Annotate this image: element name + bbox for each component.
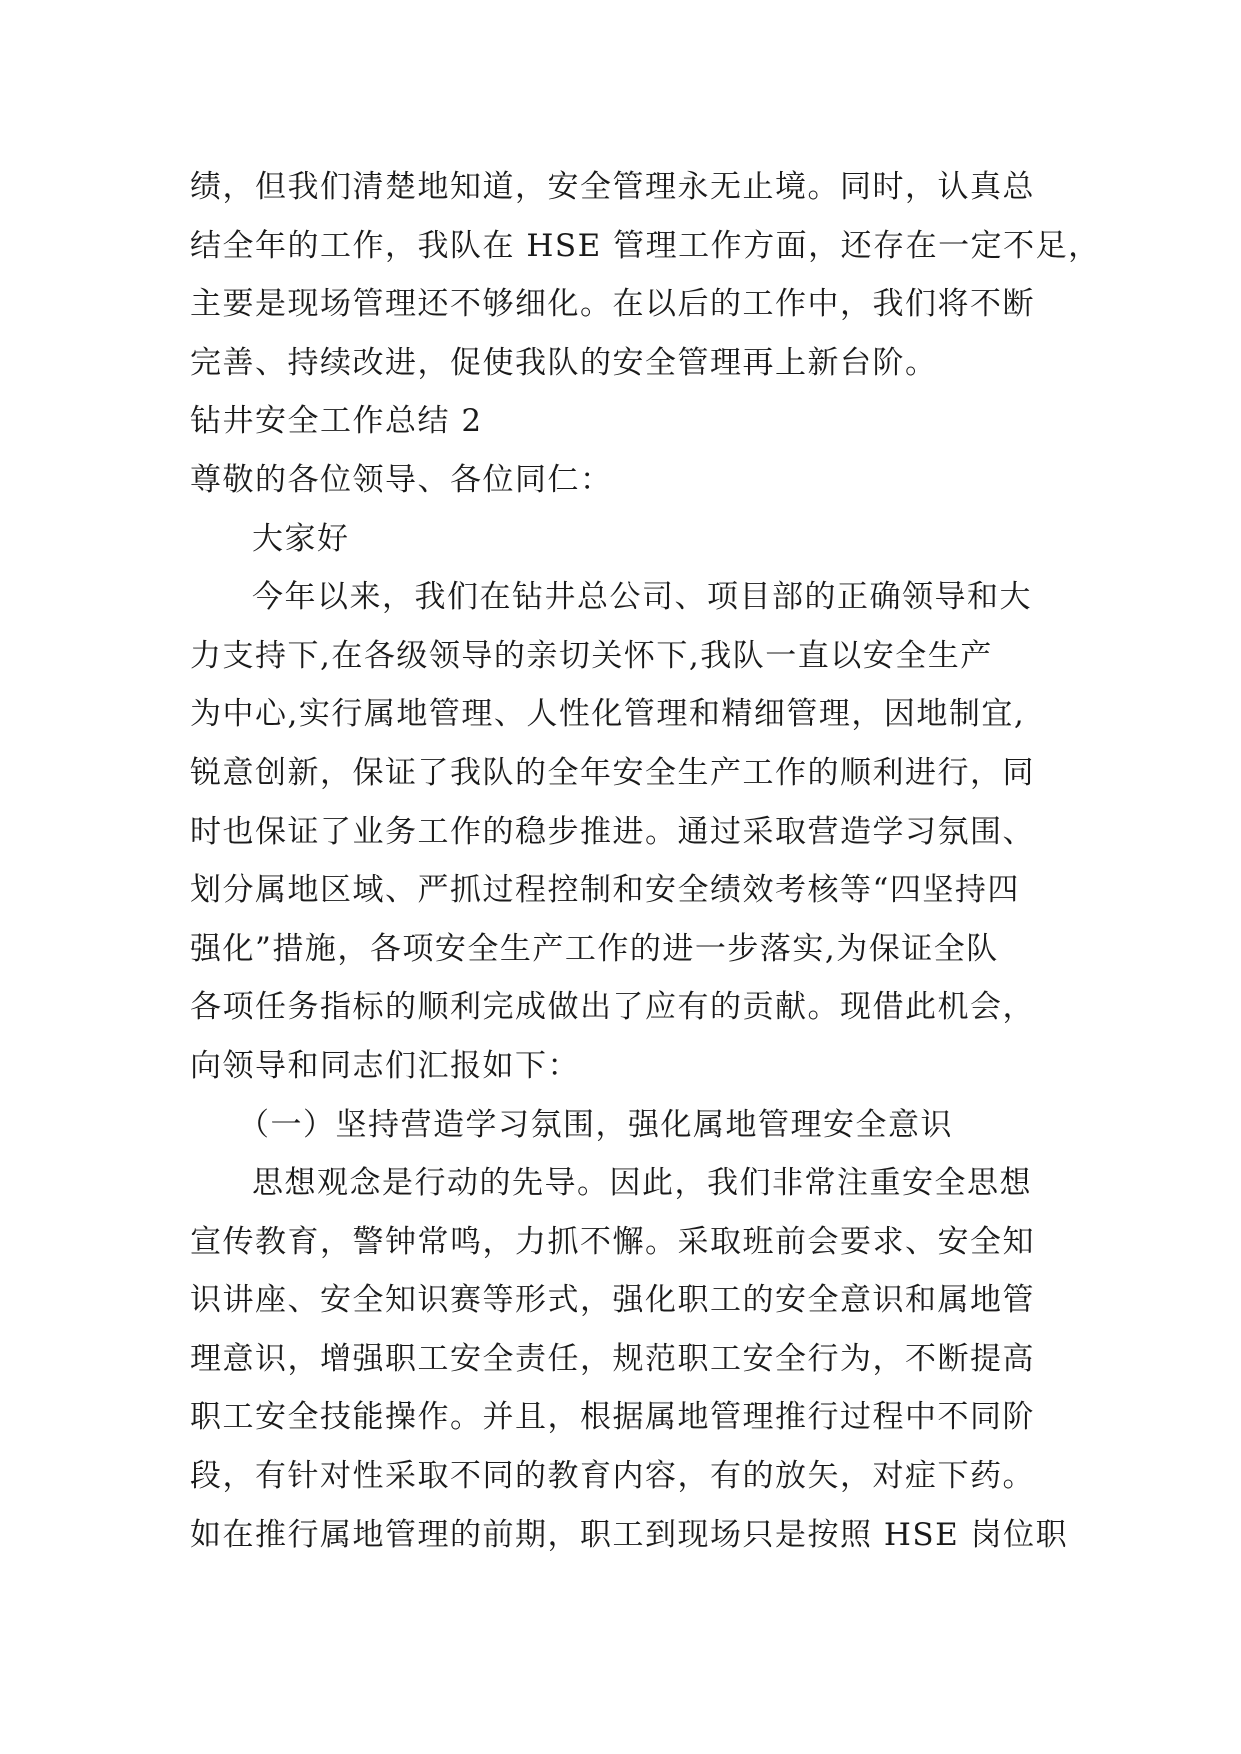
paragraph-line: 结全年的工作，我队在 HSE 管理工作方面，还存在一定不足， [190, 227, 1101, 264]
subsection-heading: （一）坚持营造学习氛围，强化属地管理安全意识 [238, 1106, 953, 1143]
paragraph-line: 思想观念是行动的先导。因此，我们非常注重安全思想 [252, 1165, 1032, 1202]
paragraph-line: 今年以来，我们在钻井总公司、项目部的正确领导和大 [252, 579, 1032, 616]
paragraph-line: 识讲座、安全知识赛等形式，强化职工的安全意识和属地管 [190, 1282, 1035, 1319]
paragraph-line: 锐意创新，保证了我队的全年安全生产工作的顺利进行，同 [190, 754, 1035, 791]
paragraph-line: 主要是现场管理还不够细化。在以后的工作中，我们将不断 [190, 286, 1035, 323]
section-title: 钻井安全工作总结 2 [190, 403, 483, 440]
paragraph-line: 时也保证了业务工作的稳步推进。通过采取营造学习氛围、 [190, 813, 1035, 850]
salutation: 尊敬的各位领导、各位同仁： [190, 461, 613, 498]
paragraph-line: 宣传教育，警钟常鸣，力抓不懈。采取班前会要求、安全知 [190, 1223, 1035, 1260]
paragraph-line: 理意识，增强职工安全责任，规范职工安全行为，不断提高 [190, 1340, 1035, 1377]
paragraph-line: 各项任务指标的顺利完成做出了应有的贡献。现借此机会， [190, 989, 1035, 1026]
paragraph-line: 职工安全技能操作。并且，根据属地管理推行过程中不同阶 [190, 1399, 1035, 1436]
paragraph-line: 绩，但我们清楚地知道，安全管理永无止境。同时，认真总 [190, 169, 1035, 205]
paragraph-line: 强化”措施，各项安全生产工作的进一步落实,为保证全队 [190, 930, 999, 967]
greeting: 大家好 [252, 520, 350, 557]
paragraph-line: 划分属地区域、严抓过程控制和安全绩效考核等“四坚持四 [190, 872, 1020, 909]
paragraph-line: 段，有针对性采取不同的教育内容，有的放矢，对症下药。 [190, 1458, 1035, 1495]
document-body [190, 158, 1101, 1564]
paragraph-line: 向领导和同志们汇报如下： [190, 1047, 580, 1084]
paragraph-line: 完善、持续改进，促使我队的安全管理再上新台阶。 [190, 344, 938, 381]
paragraph-line: 为中心,实行属地管理、人性化管理和精细管理，因地制宜, [190, 696, 1026, 733]
paragraph-line: 如在推行属地管理的前期，职工到现场只是按照 HSE 岗位职 [190, 1516, 1069, 1553]
paragraph-line: 力支持下,在各级领导的亲切关怀下,我队一直以安全生产 [190, 637, 993, 674]
